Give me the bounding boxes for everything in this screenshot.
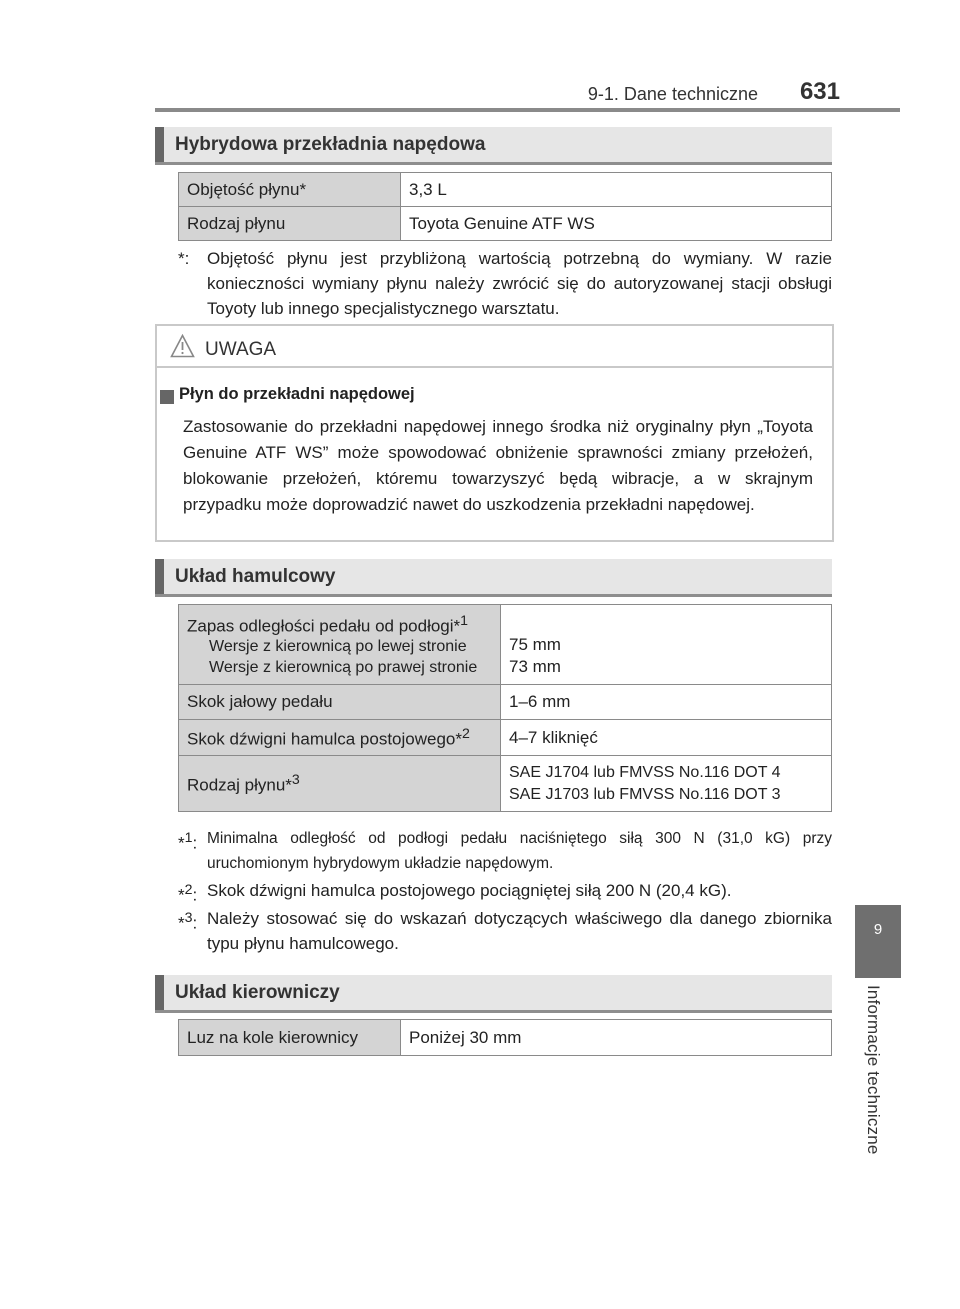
rhd-value: 73 mm <box>509 656 561 676</box>
table-key <box>179 720 501 756</box>
footnote-brakes-3 <box>178 906 832 956</box>
footnote-text: Minimalna odległość od podłogi pedału naciśniętego siłą 300 N (31,0 kG) przy uruchomionym hybrydowym układzie napędowym. <box>207 830 832 872</box>
table-row <box>179 685 832 720</box>
fluid-type-value: SAE J1704 lub FMVSS No.116 DOT 4 <box>509 763 781 781</box>
footnote-marker: *$^1$: <box>178 830 198 853</box>
caution-title: Płyn do przekładni napędowej <box>179 385 415 403</box>
section-header-steering <box>155 975 832 1013</box>
section-header-transmission <box>155 127 832 165</box>
table-row <box>179 207 832 241</box>
caution-header <box>157 326 832 368</box>
chapter-label: Informacje techniczne <box>864 985 883 1155</box>
table-key: Objętość płynu* <box>179 173 401 207</box>
table-value: 3,3 L <box>401 173 832 207</box>
parking-brake-label: Skok dźwigni hamulca postojowego* <box>187 729 462 749</box>
warning-triangle-icon <box>170 334 195 358</box>
table-value: 4–7 kliknięć <box>501 720 832 756</box>
footnote-ref: 3 <box>291 771 300 788</box>
footnote-brakes-1 <box>178 826 832 876</box>
table-value <box>501 756 832 812</box>
footnote-ref: 2 <box>462 725 470 742</box>
footnote-brakes-2 <box>178 878 832 903</box>
footnote-ref: 1 <box>460 612 469 629</box>
steering-table <box>178 1019 832 1056</box>
table-value: Poniżej 30 mm <box>401 1020 832 1056</box>
section-title: 9-1. Dane techniczne <box>587 84 758 104</box>
page-header <box>155 78 900 112</box>
table-row <box>179 605 832 685</box>
footnote-text: Objętość płynu jest przybliżoną wartością potrzebną do wymiany. W razie konieczności wymiany płynu należy zwrócić się do autoryzowanej stacji obsługi Toyoty lub innego specjalistycznego warsztatu. <box>207 249 832 318</box>
table-value: Toyota Genuine ATF WS <box>401 207 832 241</box>
section-title-brakes: Układ hamulcowy <box>175 566 336 587</box>
table-row <box>179 756 832 812</box>
footnote-marker: *$^3$: <box>178 910 198 933</box>
caution-heading: UWAGA <box>205 339 277 360</box>
caution-body: Zastosowanie do przekładni napędowej innego środka niż oryginalny płyn „Toyota Genuine ATF WS” może spowodować obniżenie sprawności zmiany przełożeń, blokowanie przełożeń, któremu towarzyszyć będą wibracje, a w skrajnym przypadku może doprowadzić nawet do uszkodzenia przekładni napędowej. <box>183 417 813 514</box>
table-key: Skok jałowy pedału <box>179 685 501 720</box>
chapter-tab[interactable] <box>855 905 901 978</box>
header-rule <box>155 108 900 112</box>
section-marker-bar <box>155 127 164 162</box>
table-value <box>501 605 832 685</box>
table-key <box>179 756 501 812</box>
section-header-brakes <box>155 559 832 597</box>
chapter-number: 9 <box>873 921 883 938</box>
rhd-label: Wersje z kierownicą po prawej stronie <box>209 659 478 677</box>
section-marker-bar <box>155 975 164 1010</box>
pedal-clearance-label: Zapas odległości pedału od podłogi* <box>187 616 461 636</box>
table-value: 1–6 mm <box>501 685 832 720</box>
table-key <box>179 605 501 685</box>
table-row <box>179 720 832 756</box>
fluid-type-value: SAE J1703 lub FMVSS No.116 DOT 3 <box>509 785 781 803</box>
table-key: Luz na kole kierownicy <box>179 1020 401 1056</box>
footnote-text: Skok dźwigni hamulca postojowego pociągniętej siłą 200 N (20,4 kG). <box>207 881 732 900</box>
table-key: Rodzaj płynu <box>179 207 401 241</box>
section-title-steering: Układ kierowniczy <box>175 982 340 1003</box>
lhd-label: Wersje z kierownicą po lewej stronie <box>209 638 467 656</box>
section-marker-bar <box>155 559 164 594</box>
caution-box <box>155 324 834 542</box>
footnote-text: Należy stosować się do wskazań dotyczących właściwego dla danego zbiornika typu płynu hamulcowego. <box>207 909 832 953</box>
lhd-value: 75 mm <box>509 634 561 654</box>
footnote-marker: *: <box>178 249 190 268</box>
brakes-table <box>178 604 832 812</box>
footnote-marker: *$^2$: <box>178 882 198 905</box>
fluid-type-label: Rodzaj płynu* <box>187 775 292 795</box>
transmission-table <box>178 172 832 241</box>
table-row <box>179 1020 832 1056</box>
table-row <box>179 173 832 207</box>
page-number: 631 <box>799 78 840 105</box>
footnote-transmission <box>178 246 832 321</box>
bullet-square-icon <box>160 390 174 404</box>
section-title-transmission: Hybrydowa przekładnia napędowa <box>175 134 486 155</box>
